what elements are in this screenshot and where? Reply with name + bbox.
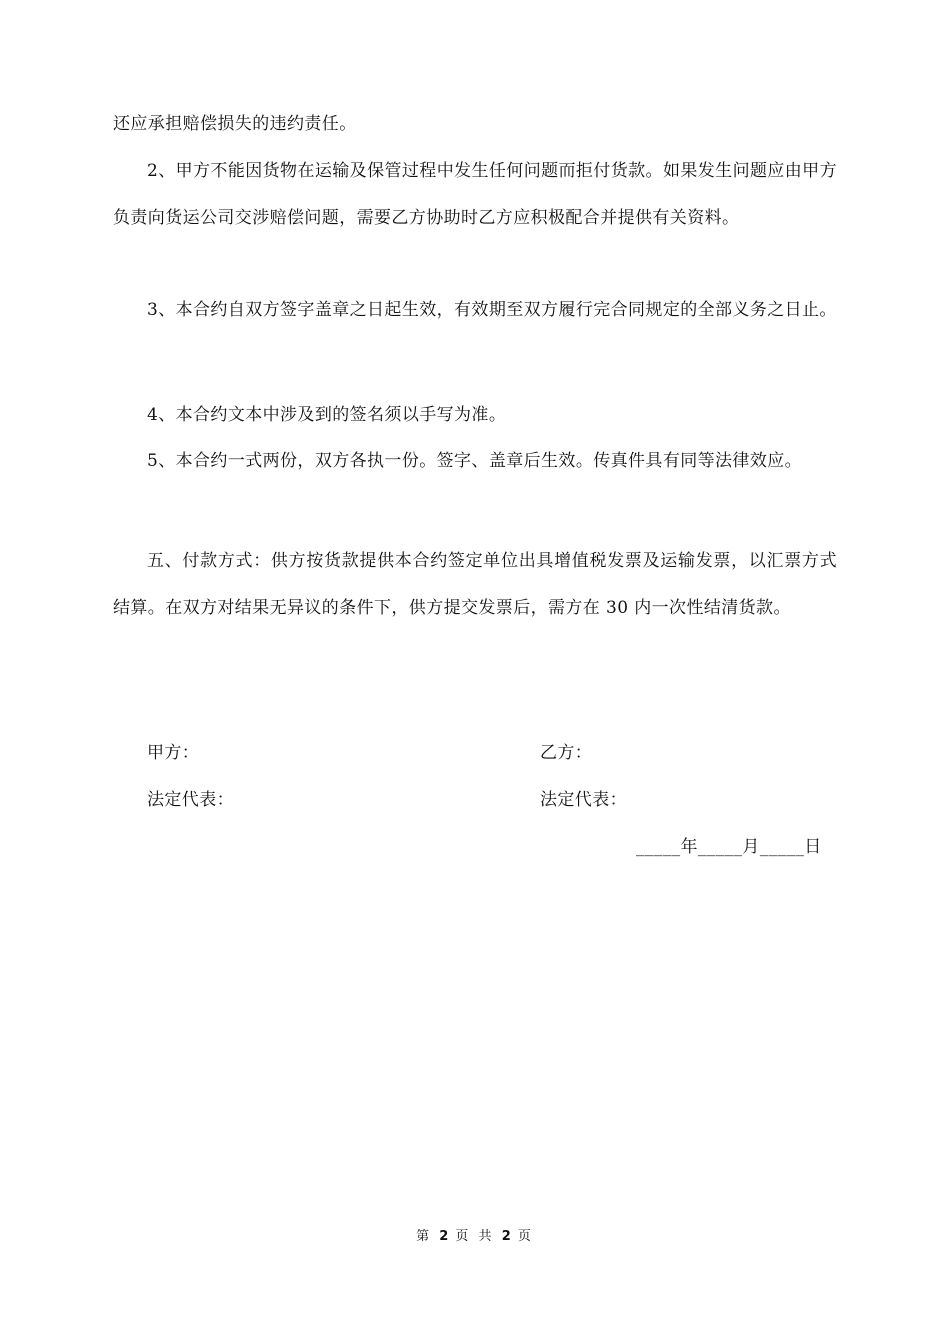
- page-footer: [0, 1228, 950, 1246]
- paragraph-clause-3: 3、本合约自双方签字盖章之日起生效，有效期至双方履行完合同规定的全部义务之日止。: [147, 300, 837, 320]
- party-a-representative-label: 法定代表：: [147, 790, 234, 810]
- footer-mid: 页 共: [455, 1229, 495, 1244]
- footer-suffix: 页: [517, 1229, 534, 1244]
- date-line: _____年_____月_____日: [636, 837, 822, 857]
- party-b-representative-label: 法定代表：: [540, 790, 627, 810]
- paragraph-breach-liability: 还应承担赔偿损失的违约责任。: [113, 114, 357, 134]
- footer-prefix: 第: [416, 1229, 433, 1244]
- paragraph-clause-4: 4、本合约文本中涉及到的签名须以手写为准。: [147, 405, 507, 425]
- footer-total-pages: 2: [501, 1229, 511, 1244]
- party-a-label: 甲方：: [147, 743, 200, 763]
- footer-page-number: 2: [439, 1229, 449, 1244]
- paragraph-clause-2: 2、甲方不能因货物在运输及保管过程中发生任何问题而拒付货款。如果发生问题应由甲方负责向货运公司交涉赔偿问题，需要乙方协助时乙方应积极配合并提供有关资料。: [113, 161, 837, 228]
- paragraph-clause-5: 5、本合约一式两份，双方各执一份。签字、盖章后生效。传真件具有同等法律效应。: [147, 451, 803, 471]
- paragraph-payment-terms: 五、付款方式：供方按货款提供本合约签定单位出具增值税发票及运输发票，以汇票方式结算。在双方对结果无异议的条件下，供方提交发票后，需方在 30 内一次性结清货款。: [113, 551, 837, 618]
- party-b-label: 乙方：: [540, 743, 593, 763]
